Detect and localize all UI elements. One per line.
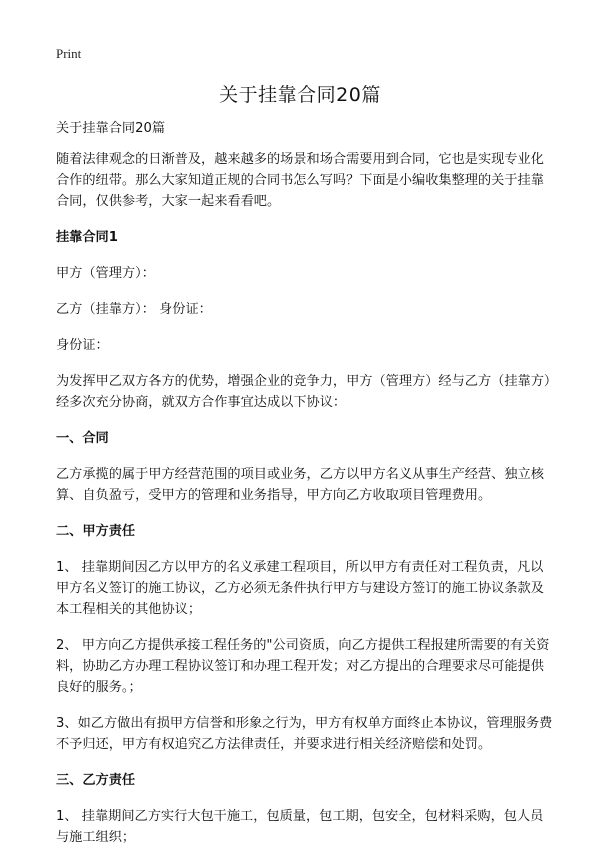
section-3-heading: 三、乙方责任: [56, 773, 136, 788]
document-subtitle: 关于挂靠合同20篇: [56, 121, 166, 136]
section-1-text: 乙方承揽的属于甲方经营范围的项目或业务，乙方以甲方名义从事生产经营、独立核算、自负盈亏，受甲方的管理和业务指导，甲方向乙方收取项目管理费用。: [56, 467, 544, 503]
document-body: [56, 118, 556, 863]
section-2-item-2: 2、 甲方向乙方提供承接工程任务的"公司资质，向乙方提供工程报建所需要的有关资料，协助乙方办理工程协议签订和办理工程开发；对乙方提出的合理要求尽可能提供良好的服务。；: [56, 638, 550, 695]
preamble-paragraph: 为发挥甲乙双方各方的优势，增强企业的竞争力，甲方（管理方）经与乙方（挂靠方）经多次充分协商，就双方合作事宜达成以下协议：: [56, 374, 551, 410]
section-2-item-3: 3、如乙方做出有损甲方信誉和形象之行为，甲方有权单方面终止本协议，管理服务费不予归还，甲方有权追究乙方法律责任，并要求进行相关经济赔偿和处罚。: [56, 716, 553, 752]
contract-heading: 挂靠合同1: [56, 230, 118, 245]
id-card-line: 身份证：: [56, 338, 109, 353]
section-2-item-1: 1、 挂靠期间因乙方以甲方的名义承建工程项目，所以甲方有责任对工程负责，凡以甲方名义签订的施工协议，乙方必须无条件执行甲方与建设方签订的施工协议条款及本工程相关的其他协议；: [56, 560, 544, 617]
party-a-line: 甲方（管理方）：: [56, 266, 155, 281]
party-b-line: 乙方（挂靠方）： 身份证：: [56, 302, 212, 317]
section-1-heading: 一、合同: [56, 431, 109, 446]
page-title: 关于挂靠合同20篇: [219, 84, 381, 106]
section-2-heading: 二、甲方责任: [56, 524, 136, 539]
print-link[interactable]: Print: [56, 46, 82, 61]
section-3-item-1: 1、 挂靠期间乙方实行大包干施工，包质量，包工期，包安全，包材料采购，包人员与施工组织；: [56, 809, 544, 845]
intro-paragraph: 随着法律观念的日渐普及，越来越多的场景和场合需要用到合同，它也是实现专业化合作的纽带。那么大家知道正规的合同书怎么写吗？下面是小编收集整理的关于挂靠合同，仅供参考，大家一起来看看吧。: [56, 152, 544, 209]
